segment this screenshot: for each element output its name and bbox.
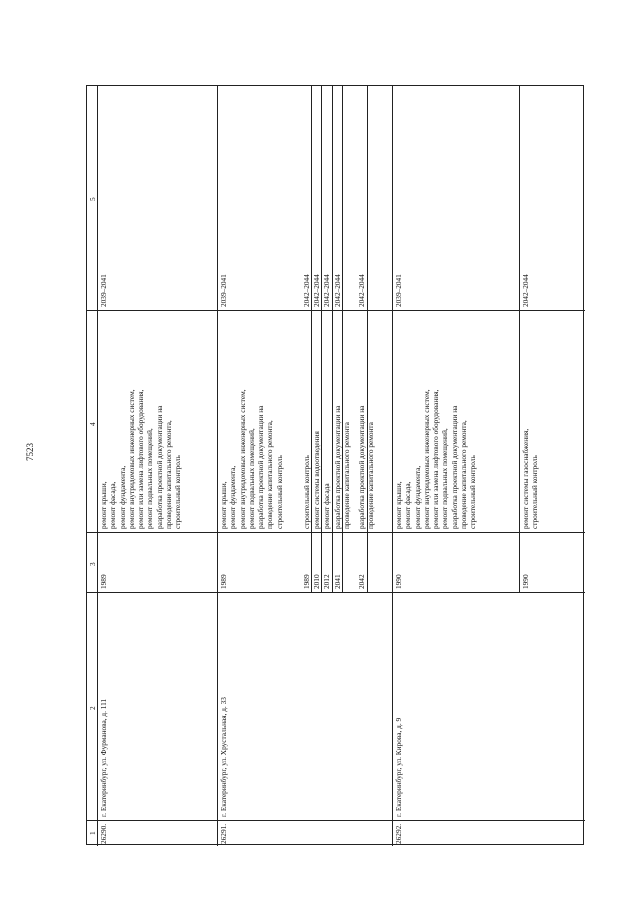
- column-rule: [87, 592, 585, 593]
- row-address: г. Екатеринбург, ул. Фурманова, д. 111: [99, 698, 108, 817]
- subrow-works: разработка проектной документации на проведение капитального ремонта: [333, 405, 352, 529]
- row-number: 26290.: [99, 823, 108, 844]
- column-rule: [87, 820, 585, 821]
- row-year: 1989: [219, 574, 228, 589]
- row-number: 26291.: [219, 823, 228, 844]
- row-works: ремонт крыши, ремонт фасада, ремонт фундамента, ремонт внутридомовых инженерных систем, ремонт или замена лифтового оборудования, ремонт подвальных помещений, разработка проектной документации на проведение капитального ремонта, строительный контроль: [99, 389, 183, 529]
- subrow-year: 2041: [333, 574, 342, 589]
- row-divider: [392, 86, 393, 846]
- subrow-year: 2010: [312, 574, 321, 589]
- subrow-works: строительный контроль: [302, 455, 311, 529]
- row-period: 2039–2041: [219, 274, 228, 307]
- row-works: ремонт крыши, ремонт фасада, ремонт фундамента, ремонт внутридомовых инженерных систем, ремонт или замена лифтового оборудования, ремонт подвальных помещений, разработка проектной документации на проведение капитального ремонта, строительный контроль: [394, 389, 478, 529]
- rotated-table: [86, 85, 584, 845]
- subrow-period: 2042–2044: [302, 274, 311, 307]
- subrow-period: 2042–2044: [521, 274, 530, 307]
- row-year: 1989: [99, 574, 108, 589]
- subrow-works: ремонт фасада: [322, 483, 331, 529]
- subrow-year: 1989: [302, 574, 311, 589]
- row-number: 26292.: [394, 823, 403, 844]
- row-works: ремонт крыши, ремонт фундамента, ремонт внутридомовых инженерных систем, ремонт подвальных помещений, разработка проектной документации на проведение капитального ремонта, строительный контроль: [219, 389, 284, 529]
- subrow-year: 1990: [521, 574, 530, 589]
- subrow-works: разработка проектной документации на проведение капитального ремонта: [357, 405, 376, 529]
- subrow-works: ремонт системы газоснабжения, строительный контроль: [521, 428, 540, 529]
- row-address: г. Екатеринбург, ул. Хрустальная, д. 33: [219, 697, 228, 817]
- header-col-1: 1: [88, 831, 97, 835]
- subrow-period: 2042–2044: [333, 274, 342, 307]
- row-period: 2039–2041: [394, 274, 403, 307]
- subrow-period: 2042–2044: [357, 274, 366, 307]
- header-col-3: 3: [88, 562, 97, 566]
- row-year: 1990: [394, 574, 403, 589]
- column-rule: [87, 310, 585, 311]
- header-col-5: 5: [88, 197, 97, 201]
- header-col-2: 2: [88, 706, 97, 710]
- column-rule: [87, 532, 585, 533]
- subrow-period: 2042–2044: [322, 274, 331, 307]
- subrow-period: 2042–2044: [312, 274, 321, 307]
- row-address: г. Екатеринбург, ул. Кирова, д. 9: [394, 717, 403, 817]
- subrow-year: 2012: [322, 574, 331, 589]
- subrow-divider: [519, 86, 520, 593]
- row-divider: [217, 86, 218, 846]
- row-period: 2039–2041: [99, 274, 108, 307]
- page-number: 7523: [25, 443, 35, 461]
- header-col-4: 4: [88, 422, 97, 426]
- table-body: [87, 86, 585, 846]
- subrow-year: 2042: [357, 574, 366, 589]
- subrow-works: ремонт системы водоотведения: [312, 431, 321, 529]
